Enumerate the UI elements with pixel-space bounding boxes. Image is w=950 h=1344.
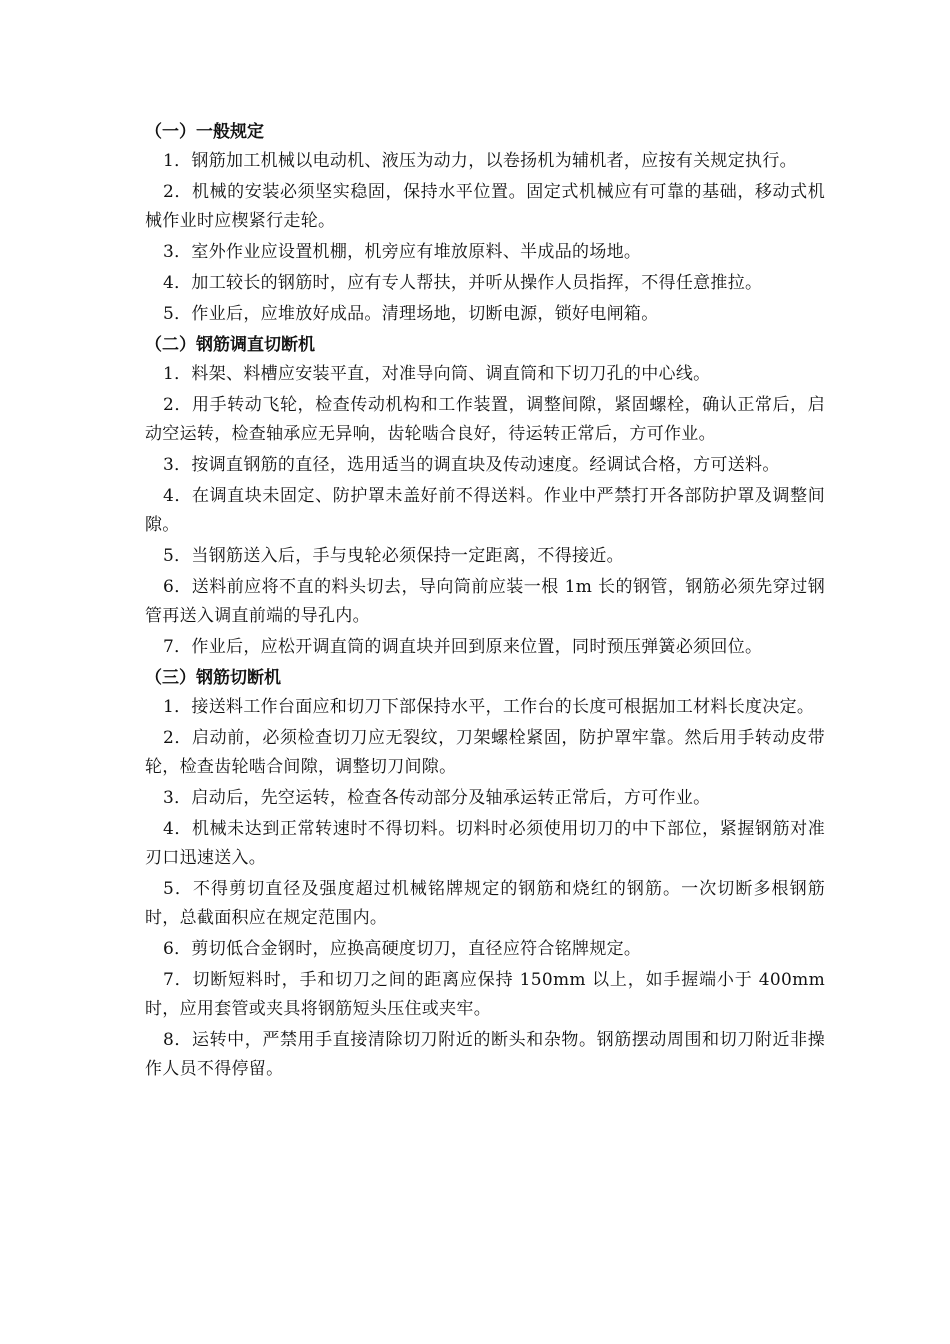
section-straightening-cutter <box>145 331 825 662</box>
section-cutting-machine <box>145 664 825 1084</box>
list-item: 6．送料前应将不直的料头切去，导向筒前应装一根 1m 长的钢管，钢筋必须先穿过钢管再送入调直前端的导孔内。 <box>145 577 825 626</box>
list-item: 4．在调直块未固定、防护罩未盖好前不得送料。作业中严禁打开各部防护罩及调整间隙。 <box>145 486 825 535</box>
list-item: 2．用手转动飞轮，检查传动机构和工作装置，调整间隙，紧固螺栓，确认正常后，启动空运转，检查轴承应无异响，齿轮啮合良好，待运转正常后，方可作业。 <box>145 395 825 444</box>
list-item: 5．当钢筋送入后，手与曳轮必须保持一定距离，不得接近。 <box>163 546 624 566</box>
document-page <box>145 118 825 1086</box>
list-item: 4．加工较长的钢筋时，应有专人帮扶，并听从操作人员指挥，不得任意推拉。 <box>163 273 763 293</box>
list-item: 1．钢筋加工机械以电动机、液压为动力，以卷扬机为辅机者，应按有关规定执行。 <box>163 151 797 171</box>
list-item: 3．按调直钢筋的直径，选用适当的调直块及传动速度。经调试合格，方可送料。 <box>163 455 780 475</box>
list-item: 5．不得剪切直径及强度超过机械铭牌规定的钢筋和烧红的钢筋。一次切断多根钢筋时，总截面积应在规定范围内。 <box>145 879 825 928</box>
section-title: （二）钢筋调直切断机 <box>145 335 315 355</box>
list-item: 7．作业后，应松开调直筒的调直块并回到原来位置，同时预压弹簧必须回位。 <box>163 637 763 657</box>
list-item: 7．切断短料时，手和切刀之间的距离应保持 150mm 以上，如手握端小于 400mm 时，应用套管或夹具将钢筋短头压住或夹牢。 <box>145 970 825 1019</box>
list-item: 2．启动前，必须检查切刀应无裂纹，刀架螺栓紧固，防护罩牢靠。然后用手转动皮带轮，检查齿轮啮合间隙，调整切刀间隙。 <box>145 728 825 777</box>
list-item: 2．机械的安装必须坚实稳固，保持水平位置。固定式机械应有可靠的基础，移动式机械作业时应楔紧行走轮。 <box>145 182 825 231</box>
section-general-rules <box>145 118 825 329</box>
list-item: 6．剪切低合金钢时，应换高硬度切刀，直径应符合铭牌规定。 <box>163 939 642 959</box>
section-title: （三）钢筋切断机 <box>145 668 281 688</box>
list-item: 3．启动后，先空运转，检查各传动部分及轴承运转正常后，方可作业。 <box>163 788 711 808</box>
list-item: 5．作业后，应堆放好成品。清理场地，切断电源，锁好电闸箱。 <box>163 304 659 324</box>
list-item: 4．机械未达到正常转速时不得切料。切料时必须使用切刀的中下部位，紧握钢筋对准刃口迅速送入。 <box>145 819 825 868</box>
section-title: （一）一般规定 <box>145 122 264 142</box>
list-item: 8．运转中，严禁用手直接清除切刀附近的断头和杂物。钢筋摆动周围和切刀附近非操作人员不得停留。 <box>145 1030 825 1079</box>
list-item: 3．室外作业应设置机棚，机旁应有堆放原料、半成品的场地。 <box>163 242 642 262</box>
list-item: 1．接送料工作台面应和切刀下部保持水平，工作台的长度可根据加工材料长度决定。 <box>163 697 815 717</box>
list-item: 1．料架、料槽应安装平直，对准导向筒、调直筒和下切刀孔的中心线。 <box>163 364 711 384</box>
